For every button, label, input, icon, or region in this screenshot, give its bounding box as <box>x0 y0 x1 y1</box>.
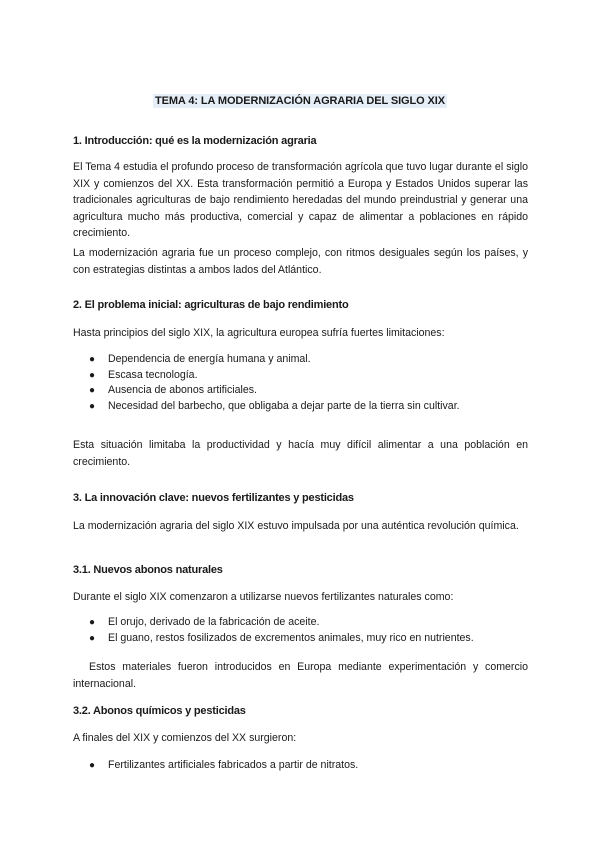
paragraph: Esta situación limitaba la productividad y hacía muy difícil alimentar a una población en crecimiento. <box>73 439 528 468</box>
bullet-icon: ● <box>89 632 96 644</box>
document-title-text: TEMA 4: LA MODERNIZACIÓN AGRARIA DEL SIGLO XIX <box>155 95 445 107</box>
section-2 <box>73 298 528 313</box>
list-item <box>73 758 528 774</box>
list-item-text: Escasa tecnología. <box>108 368 198 381</box>
section-3-intro <box>73 518 528 535</box>
list-item <box>73 399 528 415</box>
paragraph: Hasta principios del siglo XIX, la agricultura europea sufría fuertes limitaciones: <box>73 327 445 339</box>
list-item <box>73 368 528 384</box>
list-item-text: Dependencia de energía humana y animal. <box>108 353 311 365</box>
bullet-icon: ● <box>89 400 96 412</box>
section-3-1 <box>73 563 528 578</box>
paragraph: Durante el siglo XIX comenzaron a utilizarse nuevos fertilizantes naturales como: <box>73 591 454 603</box>
section-3-2 <box>73 704 528 719</box>
section-2-heading: 2. El problema inicial: agriculturas de bajo rendimiento <box>73 299 349 311</box>
paragraph: La modernización agraria fue un proceso complejo, con ritmos desiguales según los países, y con estrategias distintas a ambos lados del Atlántico. <box>73 247 528 276</box>
section-2-closing <box>73 437 528 470</box>
list-item <box>73 352 528 368</box>
section-3-2-heading: 3.2. Abonos químicos y pesticidas <box>73 705 246 717</box>
bullet-icon: ● <box>89 760 96 771</box>
paragraph: El Tema 4 estudia el profundo proceso de transformación agrícola que tuvo lugar durante el siglo XIX y comienzos del XX. Esta transformación permitió a Europa y Estados Unidos superar las tradicionales agriculturas de bajo rendimiento heredadas del mundo preindustrial y generar una agricultura mucho más productiva, comercial y capaz de alimentar a poblaciones en rápido crecimiento. <box>73 161 528 240</box>
list-item <box>73 383 528 399</box>
paragraph: A finales del XIX y comienzos del XX surgieron: <box>73 732 297 744</box>
bullet-icon: ● <box>89 354 96 365</box>
document-title <box>0 95 600 107</box>
section-1-heading: 1. Introducción: qué es la modernización agraria <box>73 135 317 147</box>
section-3-1-closing <box>73 659 528 692</box>
list-item <box>73 615 528 631</box>
paragraph: La modernización agraria del siglo XIX estuvo impulsada por una auténtica revolución química. <box>73 520 519 532</box>
section-1-paragraph-2 <box>73 245 528 278</box>
section-2-bullet-list <box>73 352 528 414</box>
section-3 <box>73 491 528 506</box>
list-item <box>73 631 528 647</box>
list-item-text: Ausencia de abonos artificiales. <box>108 384 257 397</box>
bullet-icon: ● <box>89 385 96 397</box>
section-3-1-heading: 3.1. Nuevos abonos naturales <box>73 564 223 576</box>
list-item-text: Necesidad del barbecho, que obligaba a dejar parte de la tierra sin cultivar. <box>108 399 460 412</box>
section-2-intro <box>73 325 528 342</box>
list-item-text: El orujo, derivado de la fabricación de aceite. <box>108 616 320 628</box>
section-1 <box>73 134 528 149</box>
section-3-2-intro <box>73 730 528 747</box>
list-item-text: Fertilizantes artificiales fabricados a partir de nitratos. <box>108 759 359 771</box>
section-3-1-intro <box>73 589 528 606</box>
section-3-2-bullet-list <box>73 758 528 774</box>
bullet-icon: ● <box>89 369 96 381</box>
section-3-heading: 3. La innovación clave: nuevos fertilizantes y pesticidas <box>73 492 354 504</box>
section-1-paragraph-1 <box>73 159 528 242</box>
section-3-1-bullet-list <box>73 615 528 646</box>
bullet-icon: ● <box>89 617 96 628</box>
list-item-text: El guano, restos fosilizados de excrementos animales, muy rico en nutrientes. <box>108 631 474 644</box>
paragraph: Estos materiales fueron introducidos en Europa mediante experimentación y comercio internacional. <box>73 661 528 690</box>
